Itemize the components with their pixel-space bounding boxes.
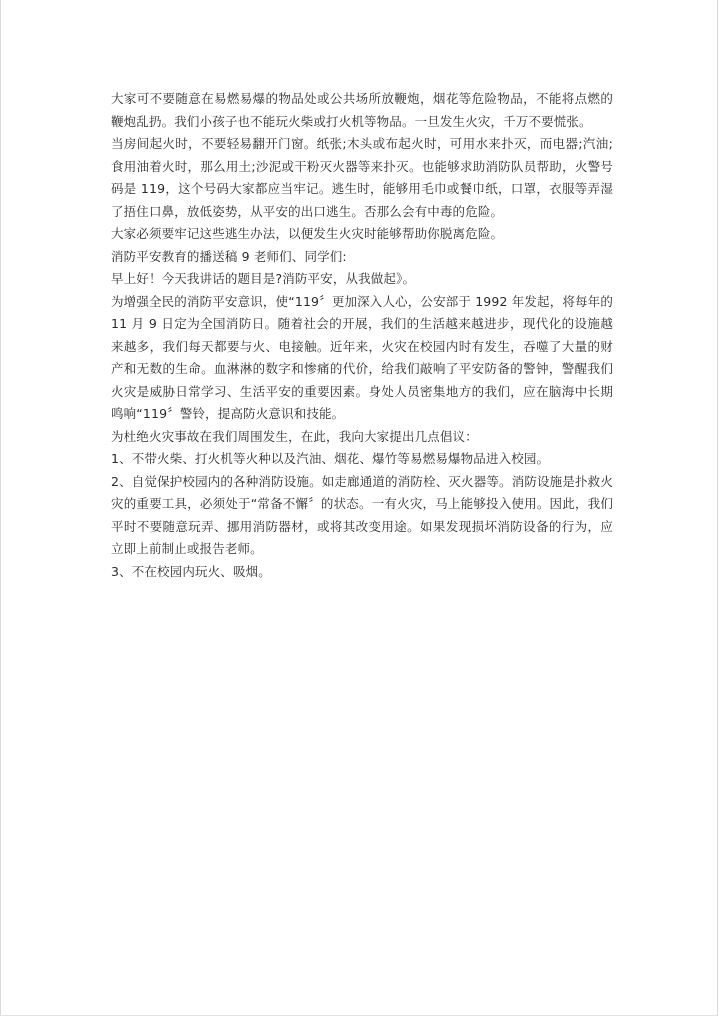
paragraph-fire-response: 当房间起火时，不要轻易翻开门窗。纸张;木头或布起火时，可用水来扑灭，而电器;汽油;食用油着火时，那么用土;沙泥或干粉灭火器等来扑灭。也能够求助消防队员帮助，火警号码是 119，这个号码大家都应当牢记。逃生时，能够用毛巾或餐巾纸，口罩，衣服等弄湿了捂住口鼻，放低姿势，从平安的出口逃生。否那么会有中毒的危险。 — [111, 136, 613, 219]
document-body — [111, 88, 613, 583]
paragraph-proposal-2: 2、自觉保护校园内的各种消防设施。如走廊通道的消防栓、灭火器等。消防设施是扑救火灾的重要工具，必须处于“常备不懈〞的状态。一有火灾，马上能够投入使用。因此，我们平时不要随意玩弄、挪用消防器材，或将其改变用途。如果发现损坏消防设备的行为，应立即上前制止或报告老师。 — [111, 473, 613, 556]
paragraph-broadcast-heading: 消防平安教育的播送稿 9 老师们、同学们: — [111, 248, 347, 264]
paragraph-proposal-3: 3、不在校园内玩火、吸烟。 — [111, 563, 271, 579]
paragraph-escape-reminder: 大家必须要牢记这些逃生办法，以便发生火灾时能够帮助你脱离危险。 — [111, 226, 504, 241]
paragraph-proposal-intro: 为杜绝火灾事故在我们周围发生，在此，我向大家提出几点倡议： — [111, 428, 478, 444]
paragraph-proposal-1: 1、不带火柴、打火机等火种以及汽油、烟花、爆竹等易燃易爆物品进入校园。 — [111, 451, 550, 466]
paragraph-greeting: 早上好！今天我讲话的题目是?消防平安，从我做起》。 — [111, 271, 416, 286]
paragraph-fire-day-intro: 为增强全民的消防平安意识，使“119〞更加深入人心，公安部于 1992 年发起，将每年的 11 月 9 日定为全国消防日。随着社会的开展，我们的生活越来越进步，现代化的设施越来越多，我们每天都要与火、电接触。近年来，火灾在校园内时有发生，吞噬了大量的财产和无数的生命。血淋淋的数字和惨痛的代价，给我们敲响了平安防备的警钟，警醒我们火灾是威胁日常学习、生活平安的重要因素。身处人员密集地方的我们，应在脑海中长期鸣响“119〞警铃，提高防火意识和技能。 — [111, 293, 613, 421]
paragraph-fireworks-warning: 大家可不要随意在易燃易爆的物品处或公共场所放鞭炮，烟花等危险物品，不能将点燃的鞭炮乱扔。我们小孩子也不能玩火柴或打火机等物品。一旦发生火灾，千万不要慌张。 — [111, 91, 613, 129]
